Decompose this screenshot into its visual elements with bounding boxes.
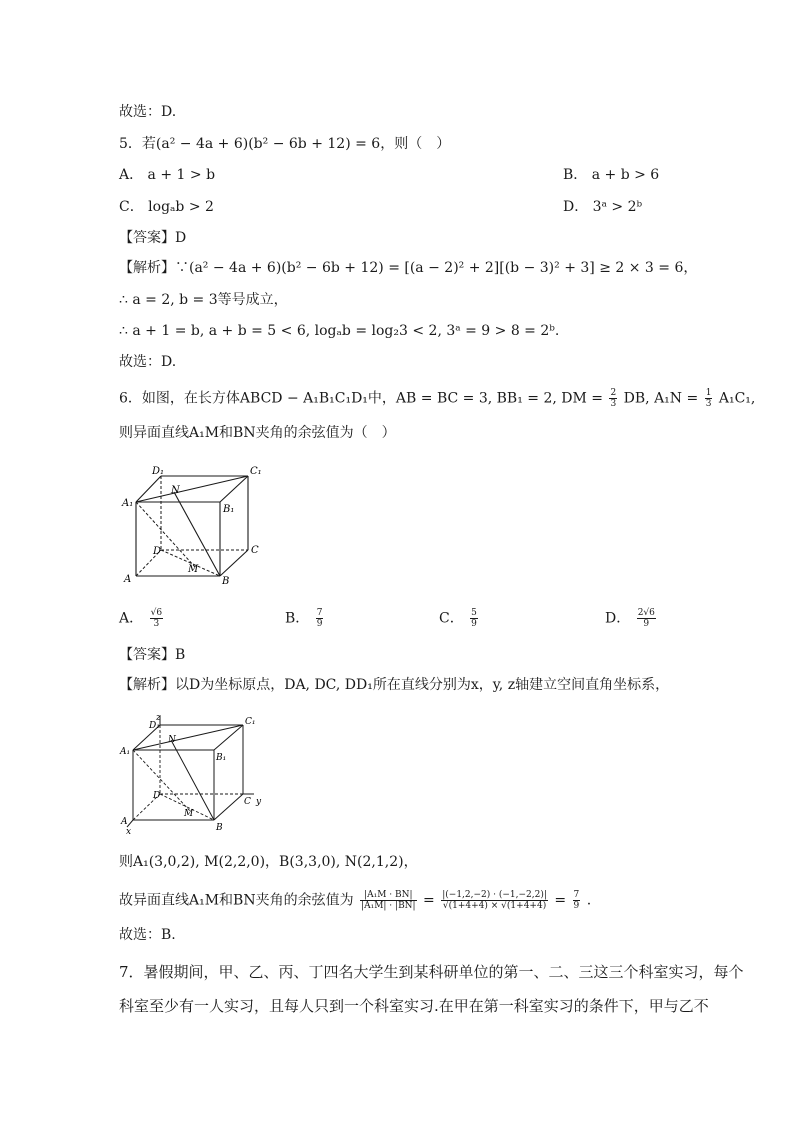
q5-analysis-line-1: 【解析】∵(a² − 4a + 6)(b² − 6b + 12) = [(a − 2)² + 2][(b − 3)² + 3] ≥ 2 × 3 = 6， [119, 260, 698, 276]
fig2-label-n: N [168, 735, 176, 745]
fig2-label-b1: B₁ [216, 753, 227, 763]
q6-analysis-line-3: 故异面直线A₁M和BN夹角的余弦值为 $\frac{\text{|A₁M · BN|}}{\text{|A₁M| · |BN|}}$ = $\frac{|(-1,2,-2) \cdot (-1,-2,2)|}{√(1+4+4) \times √(1+4+4)}$ = $\frac{7}{9}$ . [119, 890, 592, 911]
q6-option-b: B． $\frac{7}{9}$ [285, 608, 323, 629]
fig2-label-d1: D₁ [149, 721, 160, 731]
fig2-label-a1: A₁ [120, 747, 131, 757]
cos-formula-fraction: $\frac{\text{|A₁M · BN|}}{\text{|A₁M| · |BN|}}$ [361, 890, 416, 911]
q6-analysis-line-1: 【解析】以D为坐标原点，DA, DC, DD₁所在直线分别为x，y, z轴建立空间直角坐标系， [119, 677, 670, 693]
q5-option-a: A． a + 1 > b [119, 167, 216, 183]
cuboid-figure [118, 460, 268, 585]
dm-fraction: $\frac{2}{3}$ [610, 388, 617, 409]
question-5-stem: 5．若(a² − 4a + 6)(b² − 6b + 12) = 6，则（ ） [119, 136, 451, 152]
an-fraction: $\frac{1}{3}$ [705, 388, 712, 409]
q5-option-c: C． logₐb > 2 [119, 199, 214, 215]
label-a1: A₁ [122, 498, 134, 509]
label-b1: B₁ [223, 504, 235, 515]
label-d1: D₁ [152, 466, 165, 477]
question-6-stem-line-2: 则异面直线A₁M和BN夹角的余弦值为（ ） [119, 425, 396, 441]
q5-analysis-line-3: ∴ a + 1 = b, a + b = 5 < 6, logₐb = log₂3 < 2, 3ᵃ = 9 > 8 = 2ᵇ. [119, 323, 560, 339]
label-c1: C₁ [250, 466, 262, 477]
cos-calc-fraction: $\frac{|(-1,2,-2) \cdot (-1,-2,2)|}{√(1+4+4) \times √(1+4+4)}$ [442, 890, 547, 911]
q6-option-a: A． $\frac{√6}{3}$ [119, 608, 163, 629]
q5-option-b: B． a + b > 6 [563, 167, 660, 183]
q6-option-d: D． $\frac{2√6}{9}$ [605, 608, 655, 629]
q5-option-d: D． 3ᵃ > 2ᵇ [563, 199, 643, 215]
label-d: D [153, 546, 162, 557]
q5-answer: 【答案】D [119, 230, 187, 246]
q5-answer-choice: 故选：D. [119, 354, 177, 370]
question-7-line-1: 7．暑假期间，甲、乙、丙、丁四名大学生到某科研单位的第一、二、三这三个科室实习，每个 [119, 963, 744, 981]
fig2-label-a: A [121, 817, 128, 827]
coordinate-figure [116, 712, 266, 837]
fig2-label-c1: C₁ [245, 717, 256, 727]
label-n: N [171, 485, 180, 496]
axis-x-label: x [126, 827, 132, 837]
label-c: C [251, 545, 259, 556]
cos-result-fraction: $\frac{7}{9}$ [573, 890, 580, 911]
question-6-stem-line-1: 6．如图，在长方体ABCD − A₁B₁C₁D₁中，AB = BC = 3, BB₁ = 2, DM = $\frac{2}{3}$ DB, A₁N = $\frac{1}{3}$ A₁C₁, [119, 388, 756, 409]
fig2-label-c: C [244, 797, 251, 807]
label-m: M [188, 564, 199, 575]
q6-option-c: C． $\frac{5}{9}$ [439, 608, 477, 629]
label-b: B [222, 576, 230, 585]
fig2-label-d: D [153, 791, 161, 801]
label-a: A [124, 574, 132, 585]
axis-y-label: y [256, 797, 262, 807]
fig2-label-m: M [184, 809, 194, 819]
q6-answer-choice: 故选：B. [119, 927, 176, 943]
q6-answer: 【答案】B [119, 647, 186, 663]
prev-answer-choice: 故选：D. [119, 104, 177, 120]
axis-z-label: z [156, 713, 161, 723]
q6-analysis-line-2: 则A₁(3,0,2), M(2,2,0)，B(3,3,0), N(2,1,2)， [119, 854, 418, 870]
question-7-line-2: 科室至少有一人实习，且每人只到一个科室实习.在甲在第一科室实习的条件下，甲与乙不 [119, 997, 709, 1015]
fig2-label-b: B [216, 823, 223, 833]
q5-analysis-line-2: ∴ a = 2, b = 3等号成立， [119, 292, 288, 308]
